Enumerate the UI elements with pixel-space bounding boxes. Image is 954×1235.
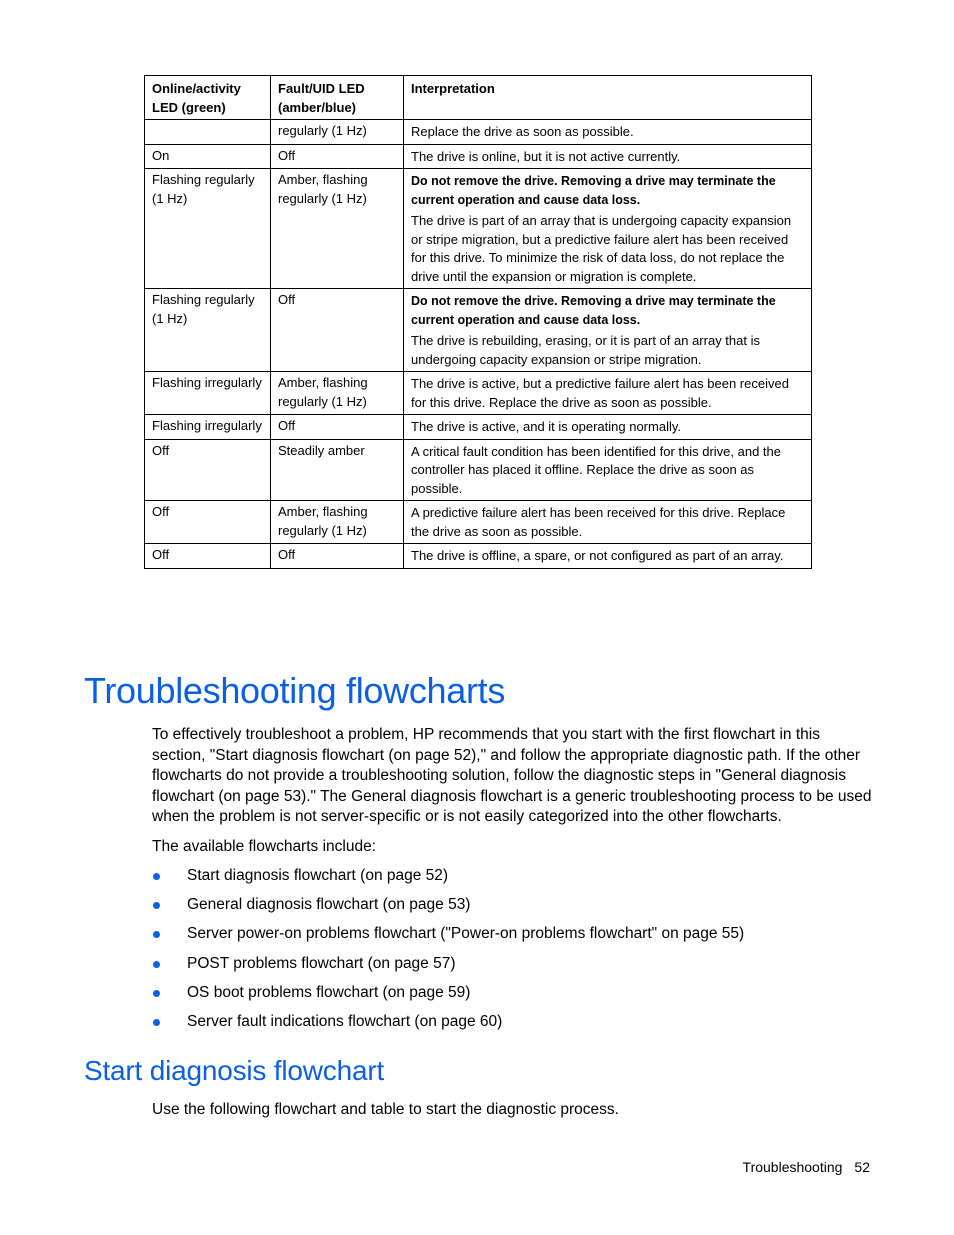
- list-item-text: General diagnosis flowchart (on page 53): [187, 896, 471, 914]
- warning-text: Do not remove the drive. Removing a drive may terminate the current operation and cause data loss.: [411, 294, 776, 327]
- intro-paragraph: To effectively troubleshoot a problem, HP recommends that you start with the first flowchart in this section, "Start diagnosis flowchart (on page 52)," and follow the appropriate diagnostic path. If the other flowcharts do not provide a troubleshooting solution, follow the diagnostic steps in "General diagnosis flowchart (on page 53)." The General diagnosis flowchart is a generic troubleshooting process to be used when the problem is not server-specific or is not easily categorized into the other flowcharts.: [152, 726, 872, 825]
- online-led-cell: On: [145, 144, 271, 169]
- bullet-icon: [153, 1019, 160, 1026]
- fault-led-cell: Off: [271, 144, 404, 169]
- online-led-cell: Off: [145, 439, 271, 501]
- table-row: [145, 144, 812, 169]
- header-online-led: Online/activity LED (green): [145, 76, 271, 120]
- interpretation-text: The drive is active, but a predictive failure alert has been received for this drive. Replace the drive as soon as possible.: [411, 376, 789, 410]
- interpretation-text: The drive is rebuilding, erasing, or it is part of an array that is undergoing capacity expansion or stripe migration.: [411, 333, 760, 367]
- fault-led-cell: Off: [271, 415, 404, 440]
- bullet-icon: [153, 990, 160, 997]
- interpretation-cell: [404, 372, 812, 415]
- page-footer: [743, 1159, 870, 1175]
- table-header-row: [145, 76, 812, 120]
- list-item: [152, 924, 744, 953]
- interpretation-text: The drive is offline, a spare, or not configured as part of an array.: [411, 548, 784, 563]
- interpretation-text: The drive is active, and it is operating normally.: [411, 419, 681, 434]
- interpretation-cell: [404, 544, 812, 569]
- table-row: [145, 544, 812, 569]
- table-row: [145, 501, 812, 544]
- interpretation-cell: [404, 501, 812, 544]
- table-row: [145, 439, 812, 501]
- interpretation-text: The drive is part of an array that is undergoing capacity expansion or stripe migration, but a predictive failure alert has been received for this drive. To minimize the risk of data loss, do not replace the drive until the expansion or migration is complete.: [411, 213, 792, 284]
- page-title: Troubleshooting flowcharts: [84, 670, 506, 711]
- list-item-text: OS boot problems flowchart (on page 59): [187, 983, 471, 1001]
- online-led-cell: Flashing irregularly: [145, 372, 271, 415]
- header-interpretation: Interpretation: [404, 76, 812, 120]
- list-item-text: Server power-on problems flowchart ("Power-on problems flowchart" on page 55): [187, 925, 745, 943]
- interpretation-cell: [404, 289, 812, 372]
- list-item: [152, 1012, 744, 1041]
- list-item: [152, 895, 744, 924]
- fault-led-cell: Amber, flashing regularly (1 Hz): [271, 372, 404, 415]
- list-item-text: POST problems flowchart (on page 57): [187, 954, 456, 972]
- table-row: [145, 289, 812, 372]
- table-row: [145, 120, 812, 145]
- bullet-icon: [153, 931, 160, 938]
- fault-led-cell: Amber, flashing regularly (1 Hz): [271, 501, 404, 544]
- fault-led-cell: Amber, flashing regularly (1 Hz): [271, 169, 404, 289]
- section-title: Start diagnosis flowchart: [84, 1055, 385, 1086]
- list-item-text: Start diagnosis flowchart (on page 52): [187, 867, 449, 884]
- footer-page-number: 52: [854, 1159, 870, 1175]
- bullet-icon: [153, 961, 160, 968]
- bullet-icon: [153, 873, 160, 880]
- warning-text: Do not remove the drive. Removing a drive may terminate the current operation and cause data loss.: [411, 174, 776, 207]
- list-item: [152, 983, 744, 1012]
- table-row: [145, 169, 812, 289]
- interpretation-cell: [404, 144, 812, 169]
- interpretation-text: A predictive failure alert has been received for this drive. Replace the drive as soon as possible.: [411, 505, 786, 539]
- list-item-text: Server fault indications flowchart (on page 60): [187, 1012, 503, 1030]
- interpretation-cell: [404, 439, 812, 501]
- online-led-cell: Off: [145, 501, 271, 544]
- online-led-cell: Flashing regularly (1 Hz): [145, 289, 271, 372]
- table-row: [145, 415, 812, 440]
- header-fault-led: Fault/UID LED (amber/blue): [271, 76, 404, 120]
- interpretation-text: A critical fault condition has been identified for this drive, and the controller has placed it offline. Replace the drive as soon as possible.: [411, 443, 781, 496]
- interpretation-text: Replace the drive as soon as possible.: [411, 124, 634, 139]
- led-status-table: [144, 75, 812, 569]
- footer-chapter: Troubleshooting: [742, 1159, 843, 1175]
- fault-led-cell: Off: [271, 289, 404, 372]
- list-item: [152, 954, 744, 983]
- interpretation-cell: [404, 169, 812, 289]
- lead-paragraph: Use the following flowchart and table to start the diagnostic process.: [152, 1101, 619, 1118]
- fault-led-cell: Off: [271, 544, 404, 569]
- online-led-cell: Off: [145, 544, 271, 569]
- interpretation-cell: [404, 415, 812, 440]
- table-body: [145, 120, 812, 569]
- flowchart-list: [152, 866, 744, 1041]
- list-item: [152, 866, 744, 895]
- table-row: [145, 372, 812, 415]
- bullet-icon: [153, 902, 160, 909]
- online-led-cell: Flashing regularly (1 Hz): [145, 169, 271, 289]
- interpretation-text: The drive is online, but it is not active currently.: [411, 148, 681, 164]
- fault-led-cell: Steadily amber: [271, 439, 404, 501]
- fault-led-cell: regularly (1 Hz): [271, 120, 404, 145]
- online-led-cell: Flashing irregularly: [145, 415, 271, 440]
- available-flowcharts-label: The available flowcharts include:: [152, 838, 377, 855]
- interpretation-cell: [404, 120, 812, 145]
- online-led-cell: [145, 120, 271, 145]
